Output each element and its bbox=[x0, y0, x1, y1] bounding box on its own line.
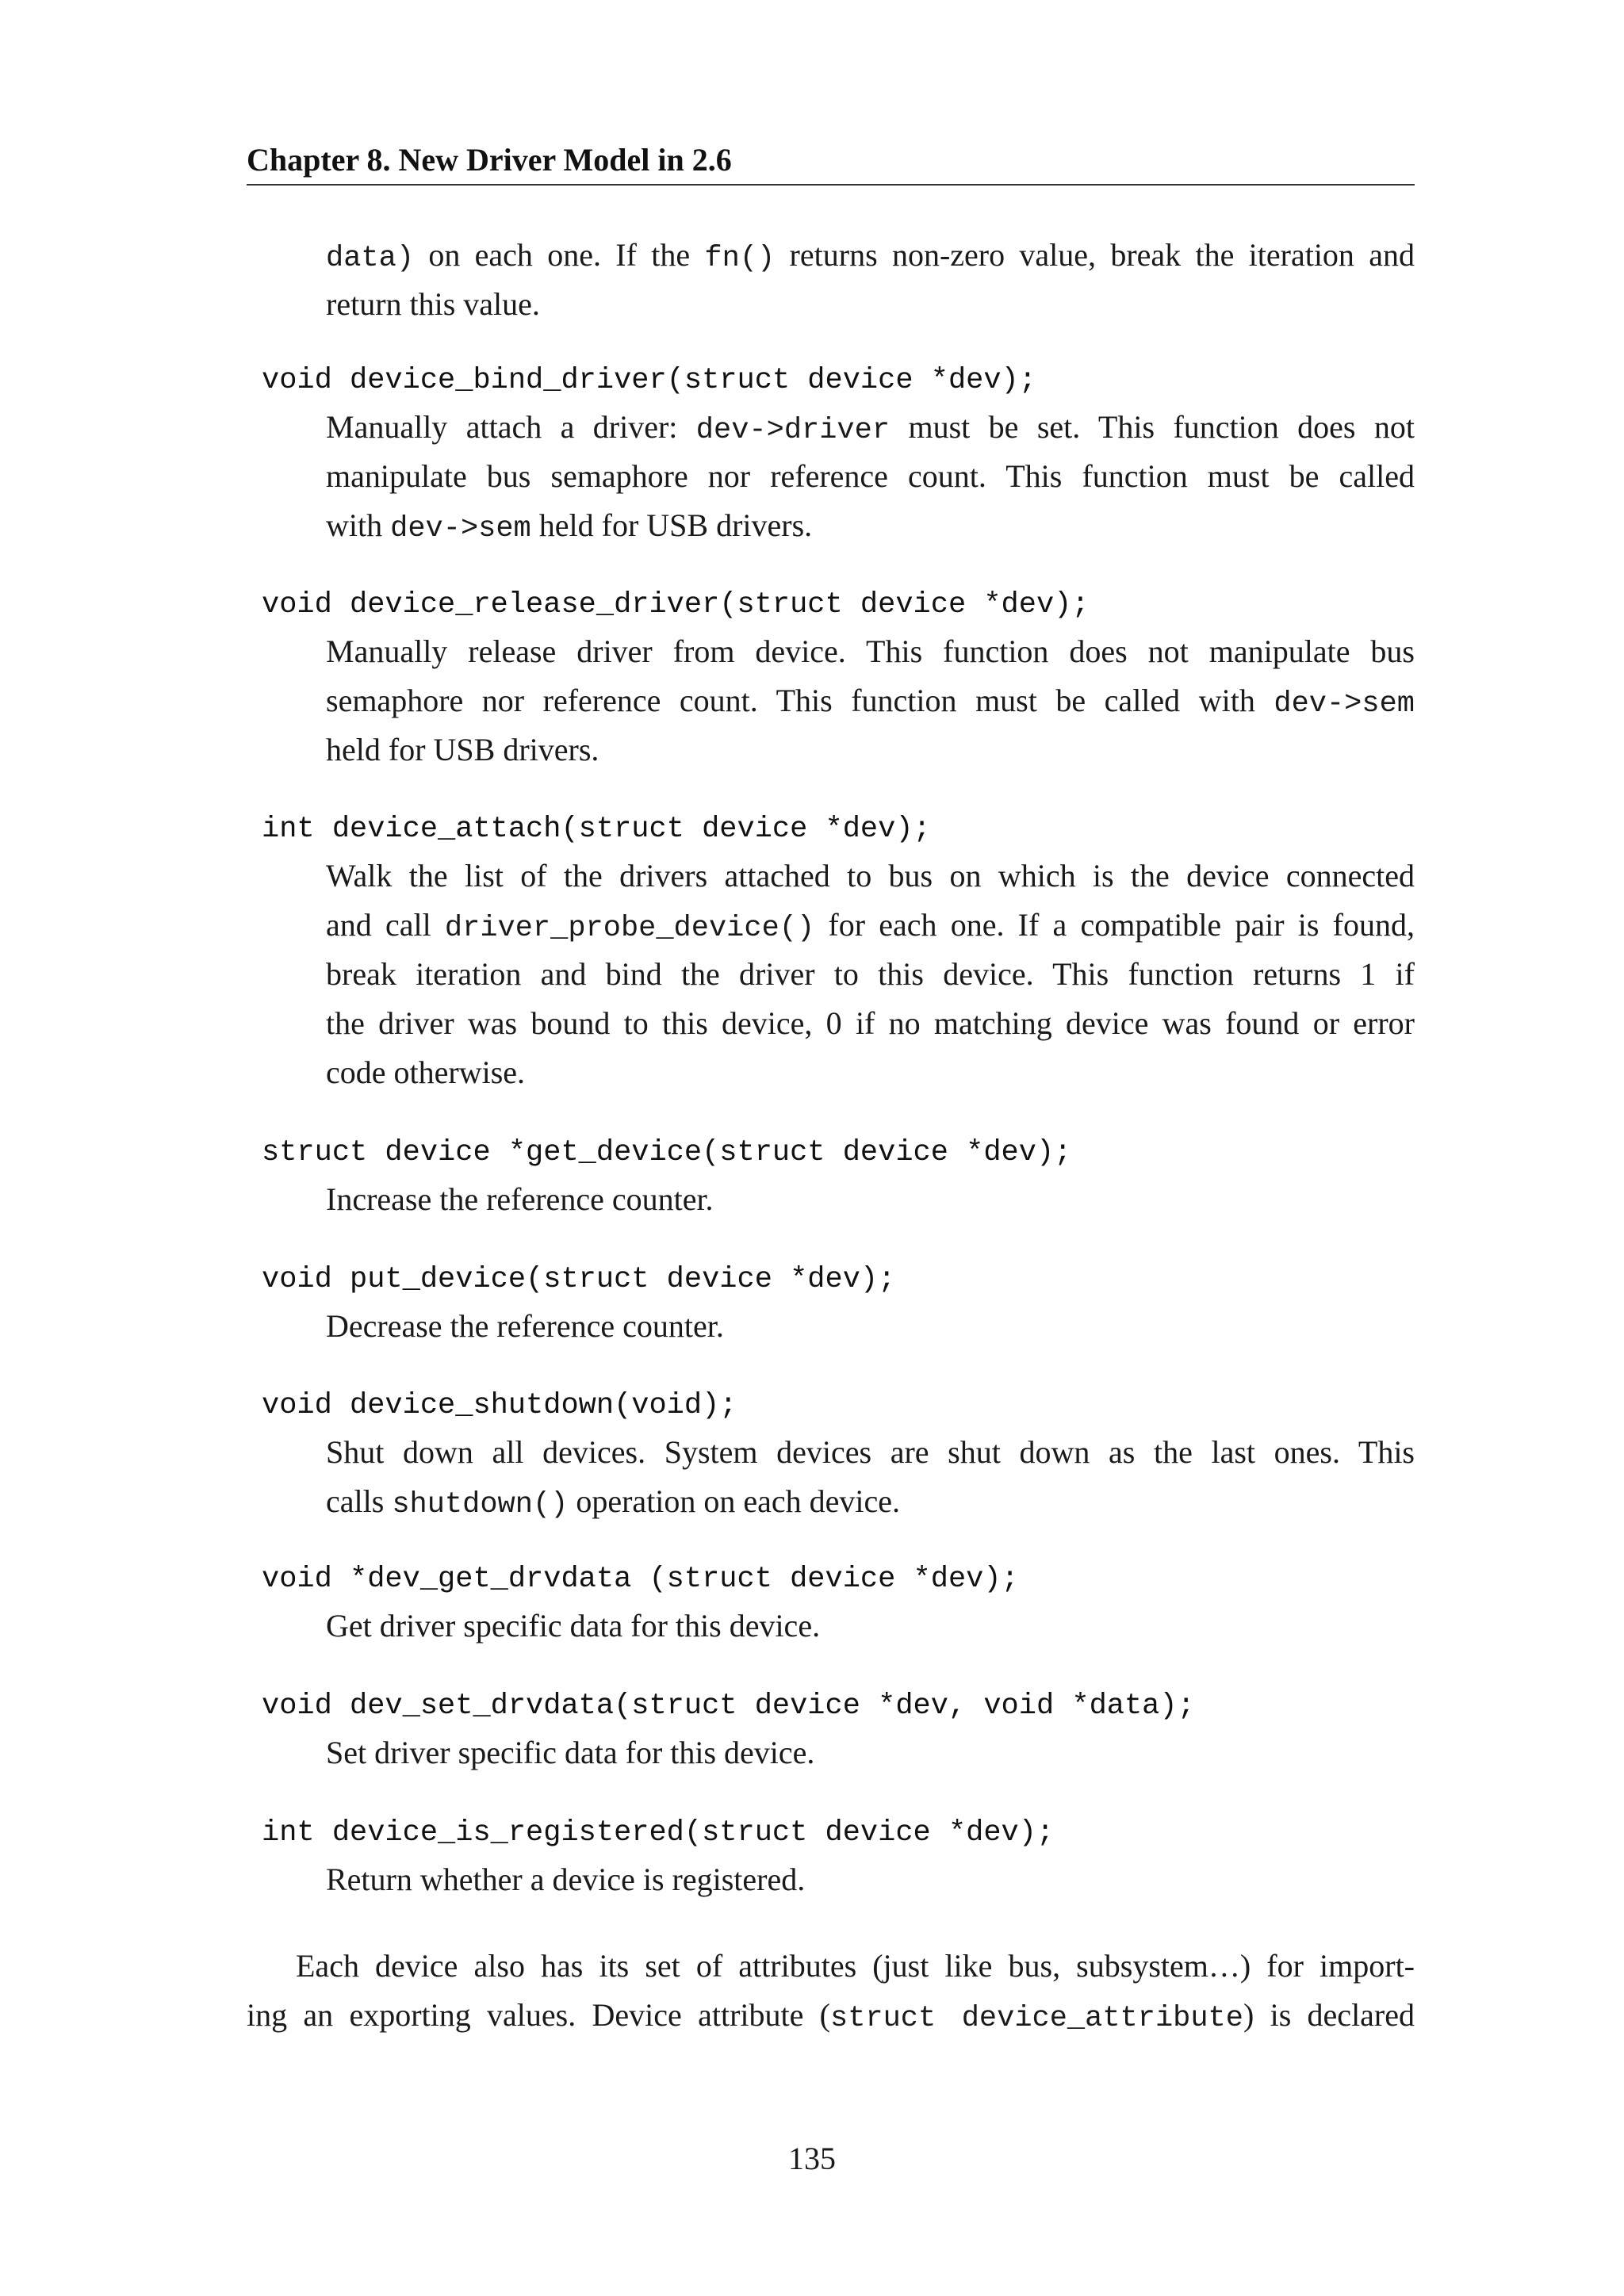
function-signature: void device_bind_driver(struct device *dev); bbox=[262, 364, 1036, 397]
intro-paragraph bbox=[326, 231, 1415, 329]
inline-code: shutdown() bbox=[392, 1488, 569, 1521]
function-signature: void put_device(struct device *dev); bbox=[262, 1263, 896, 1296]
description-line bbox=[326, 676, 1415, 725]
text-span: Manually release driver from device. This function does not manipulate bus bbox=[326, 633, 1415, 669]
text-span: Get driver specific data for this device. bbox=[326, 1608, 821, 1644]
text-span: with bbox=[326, 507, 391, 543]
function-description bbox=[326, 1601, 1415, 1651]
description-line bbox=[326, 851, 1415, 901]
function-description bbox=[326, 627, 1415, 775]
text-span: held for USB drivers. bbox=[530, 507, 813, 543]
function-signature: int device_attach(struct device *dev); bbox=[262, 813, 931, 846]
text-span: Walk the list of the drivers attached to bus on which is the device connected bbox=[326, 858, 1415, 894]
text-span: and call bbox=[326, 907, 445, 943]
function-description bbox=[326, 403, 1415, 550]
function-signature: void device_shutdown(void); bbox=[262, 1389, 737, 1422]
text-span: returns non-zero value, break the iteration and bbox=[775, 237, 1415, 273]
description-line bbox=[326, 501, 1415, 550]
text-span: code otherwise. bbox=[326, 1054, 526, 1090]
description-line bbox=[326, 1855, 1415, 1904]
description-line bbox=[326, 1175, 1415, 1224]
text-span: Set driver specific data for this device. bbox=[326, 1735, 815, 1770]
description-line bbox=[326, 452, 1415, 501]
text-span: calls bbox=[326, 1483, 393, 1519]
text-span: Return whether a device is registered. bbox=[326, 1862, 806, 1897]
description-line bbox=[326, 1728, 1415, 1777]
text-span: Increase the reference counter. bbox=[326, 1181, 714, 1217]
inline-code: dev->driver bbox=[695, 414, 891, 447]
description-line bbox=[326, 999, 1415, 1048]
function-signature: struct device *get_device(struct device *dev); bbox=[262, 1136, 1072, 1169]
text-span: Shut down all devices. System devices are shut down as the last ones. This bbox=[326, 1434, 1415, 1470]
text-span: operation on each device. bbox=[568, 1483, 901, 1519]
running-header bbox=[247, 141, 1415, 186]
description-line bbox=[326, 1601, 1415, 1651]
inline-code: dev->sem bbox=[390, 512, 531, 545]
page-number: 135 bbox=[788, 2141, 836, 2176]
function-description bbox=[326, 1728, 1415, 1777]
code-fn: fn() bbox=[704, 242, 776, 275]
function-description bbox=[326, 1302, 1415, 1351]
function-description bbox=[326, 851, 1415, 1097]
description-line bbox=[326, 627, 1415, 676]
inline-code: dev->sem bbox=[1274, 687, 1415, 721]
function-signature: int device_is_registered(struct device *dev); bbox=[262, 1816, 1055, 1850]
inline-code: driver_probe_device() bbox=[444, 912, 815, 945]
description-line bbox=[326, 901, 1415, 950]
function-signature: void *dev_get_drvdata (struct device *dev); bbox=[262, 1563, 1019, 1596]
text-span: semaphore nor reference count. This function must be called with bbox=[326, 683, 1274, 718]
text-span: on each one. If the bbox=[414, 237, 705, 273]
closing-paragraph bbox=[247, 1942, 1415, 2040]
chapter-title: Chapter 8. New Driver Model in 2.6 bbox=[247, 142, 732, 178]
closing-line-2 bbox=[247, 1991, 1415, 2040]
function-description bbox=[326, 1428, 1415, 1526]
text-span: the driver was bound to this device, 0 if no matching device was found or error bbox=[326, 1005, 1415, 1041]
text-span: for each one. If a compatible pair is found, bbox=[814, 907, 1415, 943]
function-signature: void device_release_driver(struct device *dev); bbox=[262, 588, 1090, 622]
code-device-attribute: struct device_attribute bbox=[829, 2002, 1243, 2035]
function-description bbox=[326, 1855, 1415, 1904]
text-span: Decrease the reference counter. bbox=[326, 1308, 724, 1344]
text-span: manipulate bus semaphore nor reference count. This function must be called bbox=[326, 458, 1415, 494]
intro-line-1 bbox=[326, 231, 1415, 280]
text-span: must be set. This function does not bbox=[890, 409, 1415, 445]
closing-line-1: Each device also has its set of attributes (just like bus, subsystem…) for import- bbox=[296, 1948, 1415, 1984]
text-span: break iteration and bind the driver to this device. This function returns 1 if bbox=[326, 956, 1415, 992]
function-signature: void dev_set_drvdata(struct device *dev, void *data); bbox=[262, 1689, 1195, 1723]
description-line bbox=[326, 1428, 1415, 1477]
description-line bbox=[326, 950, 1415, 999]
code-data: data) bbox=[326, 242, 415, 275]
description-line bbox=[326, 1302, 1415, 1351]
function-description bbox=[326, 1175, 1415, 1224]
text-span: Manually attach a driver: bbox=[326, 409, 696, 445]
description-line bbox=[326, 1477, 1415, 1526]
text-span: held for USB drivers. bbox=[326, 732, 599, 767]
intro-line-2: return this value. bbox=[326, 286, 540, 322]
text-span: ) is declared bbox=[1243, 1997, 1415, 2033]
description-line bbox=[326, 725, 1415, 775]
text-span: ing an exporting values. Device attribute ( bbox=[247, 1997, 830, 2033]
description-line bbox=[326, 1048, 1415, 1097]
description-line bbox=[326, 403, 1415, 452]
